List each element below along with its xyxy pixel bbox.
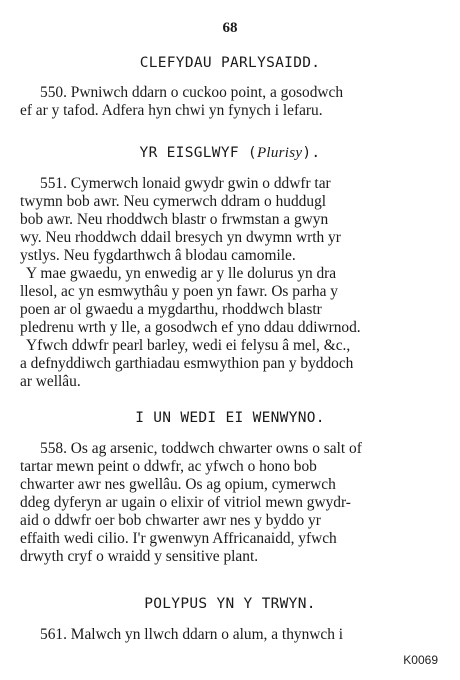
paragraph-line: tartar mewn peint o ddwfr, ac yfwch o hono bob: [20, 458, 317, 475]
paragraph-line: Y mae gwaedu, yn enwedig ar y lle dolurus yn dra: [26, 265, 337, 282]
page-number: 68: [222, 20, 238, 36]
paragraph-line: pledrenu wrth y lle, a gosodwch ef yno ddau ddiwrnod.: [20, 319, 361, 336]
section-heading-pleurisy: [0, 145, 460, 162]
paragraph-line: chwarter awr nes gwellâu. Os ag opium, cymerwch: [20, 476, 336, 493]
paragraph-line: ar wellâu.: [20, 373, 81, 390]
paragraph-line: twymn bob awr. Neu cymerwch ddram o huddugl: [20, 193, 327, 210]
section-heading-poisoned: I UN WEDI EI WENWYNO.: [135, 410, 325, 426]
scan-code-label: K0069: [403, 653, 438, 667]
paragraph-line: 550. Pwniwch ddarn o cuckoo point, a gosodwch: [40, 84, 344, 101]
paragraph-line: ef ar y tafod. Adfera hyn chwi yn fynych i lefaru.: [20, 102, 323, 119]
heading-text: YR EISGLWYF (: [139, 145, 257, 161]
paragraph-line: effaith wedi cilio. I'r gwenwyn Affricanaidd, yfwch: [20, 530, 337, 547]
section-heading-paralysis: CLEFYDAU PARLYSAIDD.: [139, 55, 321, 71]
heading-text-end: ).: [302, 145, 321, 161]
paragraph-line: ddeg dyferyn ar ugain o elixir of vitriol mewn gwydr-: [20, 494, 351, 511]
paragraph-line: 561. Malwch yn llwch ddarn o alum, a thynwch i: [40, 626, 344, 643]
paragraph-line: Yfwch ddwfr pearl barley, wedi ei felysu â mel, &c.,: [26, 337, 351, 354]
paragraph-line: a defnyddiwch garthiadau esmwythion pan y byddoch: [20, 355, 354, 372]
paragraph-line: poen ar ol gwaedu a mygdarthu, rhoddwch blastr: [20, 301, 322, 318]
section-heading-nasal-polypus: POLYPUS YN Y TRWYN.: [144, 596, 316, 612]
paragraph-line: bob awr. Neu rhoddwch blastr o frwmstan a gwyn: [20, 211, 329, 228]
heading-italic-term: Plurisy: [256, 145, 303, 161]
paragraph-line: drwyth cryf o wraidd y sensitive plant.: [20, 548, 259, 565]
paragraph-line: llesol, ac yn esmwythâu y poen yn fawr. Os parha y: [20, 283, 338, 300]
paragraph-line: wy. Neu rhoddwch ddail bresych yn dwymn wrth yr: [20, 229, 341, 246]
paragraph-line: 551. Cymerwch lonaid gwydr gwin o ddwfr tar: [40, 175, 331, 192]
paragraph-line: 558. Os ag arsenic, toddwch chwarter owns o salt of: [40, 440, 362, 457]
paragraph-line: ystlys. Neu fygdarthwch â blodau camomile.: [20, 247, 296, 264]
paragraph-line: aid o ddwfr oer bob chwarter awr nes y byddo yr: [20, 512, 321, 529]
